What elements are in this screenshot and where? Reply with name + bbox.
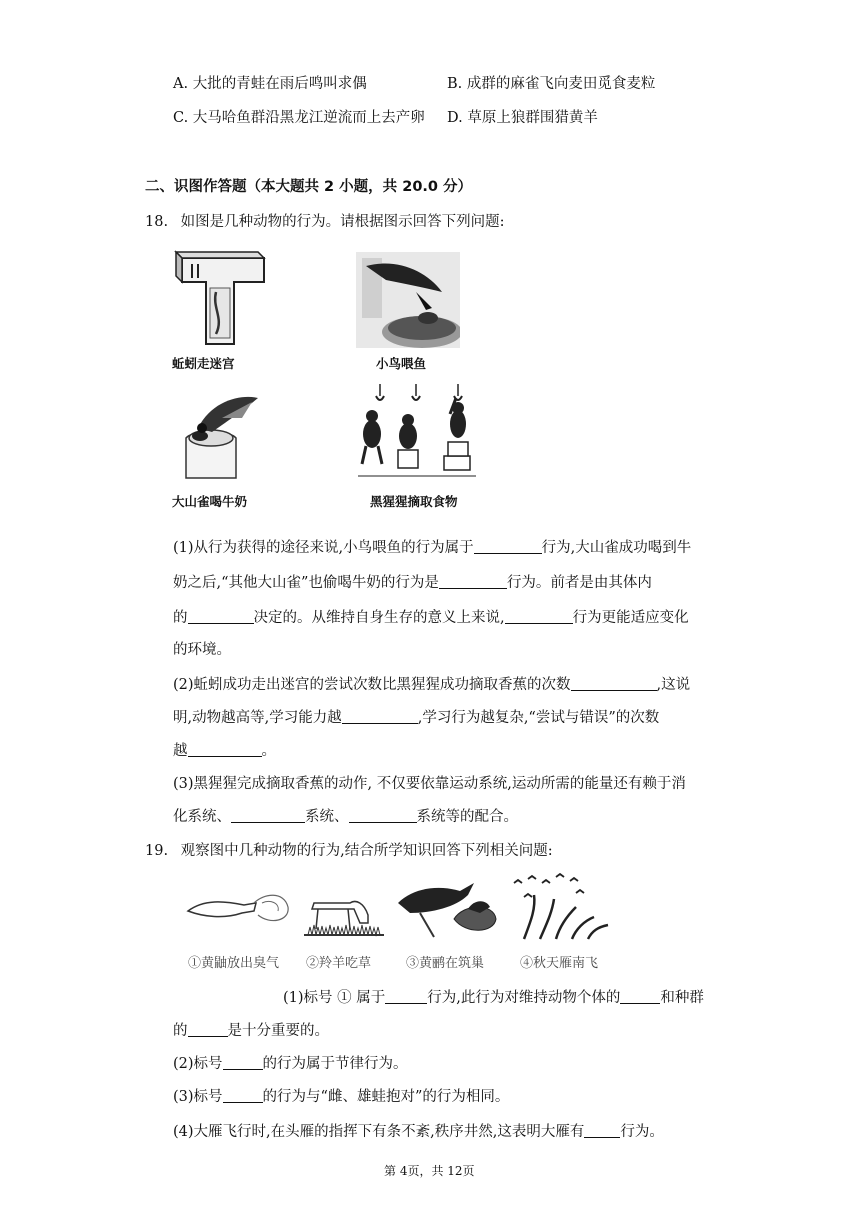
answer-blank[interactable] (188, 1022, 228, 1038)
q18-line-9 (173, 805, 518, 826)
q19-text: 和种群 (660, 990, 704, 1006)
answer-blank[interactable] (188, 742, 262, 758)
q19-text: (2)标号 (173, 1056, 223, 1072)
q18-text: (1)从行为获得的途径来说,小鸟喂鱼的行为属于 (173, 540, 474, 556)
q19-line-3 (173, 1052, 408, 1073)
answer-blank[interactable] (620, 989, 660, 1005)
answer-blank[interactable] (342, 709, 418, 725)
answer-blank[interactable] (223, 1055, 263, 1071)
answer-blank[interactable] (349, 808, 417, 824)
q19-line-4 (173, 1085, 509, 1106)
option-b-letter: B. (447, 76, 463, 92)
question-18 (145, 210, 505, 231)
q18-line-7 (173, 739, 276, 760)
q18-text: 系统、 (305, 809, 349, 825)
tit-drinking-milk-figure (172, 388, 262, 480)
q19-text: 的 (173, 1023, 188, 1039)
q18-text: 行为。前者是由其体内 (506, 575, 652, 591)
caption-earthworm-maze: 蚯蚓走迷宫 (172, 356, 235, 371)
q19-text: 是十分重要的。 (227, 1023, 329, 1039)
question-19-stem: 观察图中几种动物的行为,结合所学知识回答下列相关问题: (180, 843, 553, 859)
section-heading: 二、识图作答题（本大题共 2 小题，共 20.0 分） (145, 179, 473, 195)
q19-text: 行为,此行为对维持动物个体的 (427, 990, 621, 1006)
q19-text: (1)标号 ① 属于 (283, 990, 386, 1006)
q19-text: 的行为属于节律行为。 (262, 1056, 408, 1072)
question-19-number: 19. (145, 843, 169, 859)
option-d (447, 106, 598, 127)
q18-text: 越 (173, 743, 188, 759)
q18-line-6 (173, 706, 659, 727)
question-18-stem: 如图是几种动物的行为。请根据图示回答下列问题: (180, 214, 505, 230)
bird-feeding-fish-figure (356, 252, 460, 348)
q18-line-8: (3)黑猩猩完成摘取香蕉的动作, 不仅要依靠运动系统,运动所需的能量还有赖于消 (173, 776, 686, 792)
caption-bird-feeding-fish: 小鸟喂鱼 (376, 356, 427, 371)
q18-text: ,这说 (656, 677, 691, 693)
caption-weasel: ①黄鼬放出臭气 (188, 956, 280, 971)
q18-line-3 (173, 606, 689, 627)
q18-line-5 (173, 673, 690, 694)
q18-text: 系统等的配合。 (416, 809, 518, 825)
option-a-text: 大批的青蛙在雨后鸣叫求偶 (192, 76, 367, 92)
q19-text: 行为。 (620, 1124, 664, 1140)
q18-text: 的 (173, 610, 188, 626)
answer-blank[interactable] (584, 1123, 620, 1139)
option-a-letter: A. (173, 76, 189, 92)
option-c-letter: C. (173, 110, 189, 126)
q19-text: 的行为与“雌、雄蛙抱对”的行为相同。 (262, 1089, 510, 1105)
option-d-text: 草原上狼群围猎黄羊 (467, 110, 598, 126)
q19-line-1 (283, 986, 704, 1007)
option-c (173, 106, 425, 127)
q19-line-5 (173, 1120, 664, 1141)
question-19 (145, 839, 553, 860)
earthworm-maze-figure (172, 248, 272, 352)
caption-antelope: ②羚羊吃草 (306, 956, 372, 971)
q18-text: 明,动物越高等,学习能力越 (173, 710, 342, 726)
q19-text: (3)标号 (173, 1089, 223, 1105)
option-a (173, 72, 367, 93)
q18-line-4: 的环境。 (173, 642, 231, 658)
answer-blank[interactable] (439, 574, 507, 590)
answer-blank[interactable] (385, 989, 427, 1005)
answer-blank[interactable] (505, 609, 573, 625)
answer-blank[interactable] (474, 539, 542, 555)
option-b-text: 成群的麻雀飞向麦田觅食麦粒 (466, 76, 656, 92)
q19-line-2 (173, 1019, 329, 1040)
q18-text: ,学习行为越复杂,“尝试与错误”的次数 (417, 710, 660, 726)
answer-blank[interactable] (571, 676, 657, 692)
animal-behaviors-figure (184, 873, 614, 945)
q18-text: 决定的。从维持自身生存的意义上来说, (253, 610, 505, 626)
question-18-number: 18. (145, 214, 169, 230)
q18-text: 行为,大山雀成功喝到牛 (541, 540, 692, 556)
caption-chimpanzee-getting-food: 黑猩猩摘取食物 (370, 494, 458, 509)
q18-text: 行为更能适应变化 (572, 610, 689, 626)
page-footer: 第 4页，共 12页 (384, 1164, 475, 1178)
q19-text: (4)大雁飞行时,在头雁的指挥下有条不紊,秩序井然,这表明大雁有 (173, 1124, 585, 1140)
q18-text: 奶之后,“其他大山雀”也偷喝牛奶的行为是 (173, 575, 439, 591)
option-d-letter: D. (447, 110, 463, 126)
q18-line-2 (173, 571, 652, 592)
caption-oriole: ③黄鹂在筑巢 (406, 956, 485, 971)
q18-text: 。 (261, 743, 276, 759)
answer-blank[interactable] (231, 808, 305, 824)
option-c-text: 大马哈鱼群沿黑龙江逆流而上去产卵 (192, 110, 425, 126)
q18-line-1 (173, 536, 691, 557)
caption-tit-drinking-milk: 大山雀喝牛奶 (172, 494, 248, 509)
caption-geese: ④秋天雁南飞 (520, 956, 599, 971)
answer-blank[interactable] (223, 1088, 263, 1104)
answer-blank[interactable] (188, 609, 254, 625)
option-b (447, 72, 655, 93)
q18-text: 化系统、 (173, 809, 231, 825)
chimpanzee-getting-food-figure (358, 384, 476, 484)
q18-text: (2)蚯蚓成功走出迷宫的尝试次数比黑猩猩成功摘取香蕉的次数 (173, 677, 571, 693)
